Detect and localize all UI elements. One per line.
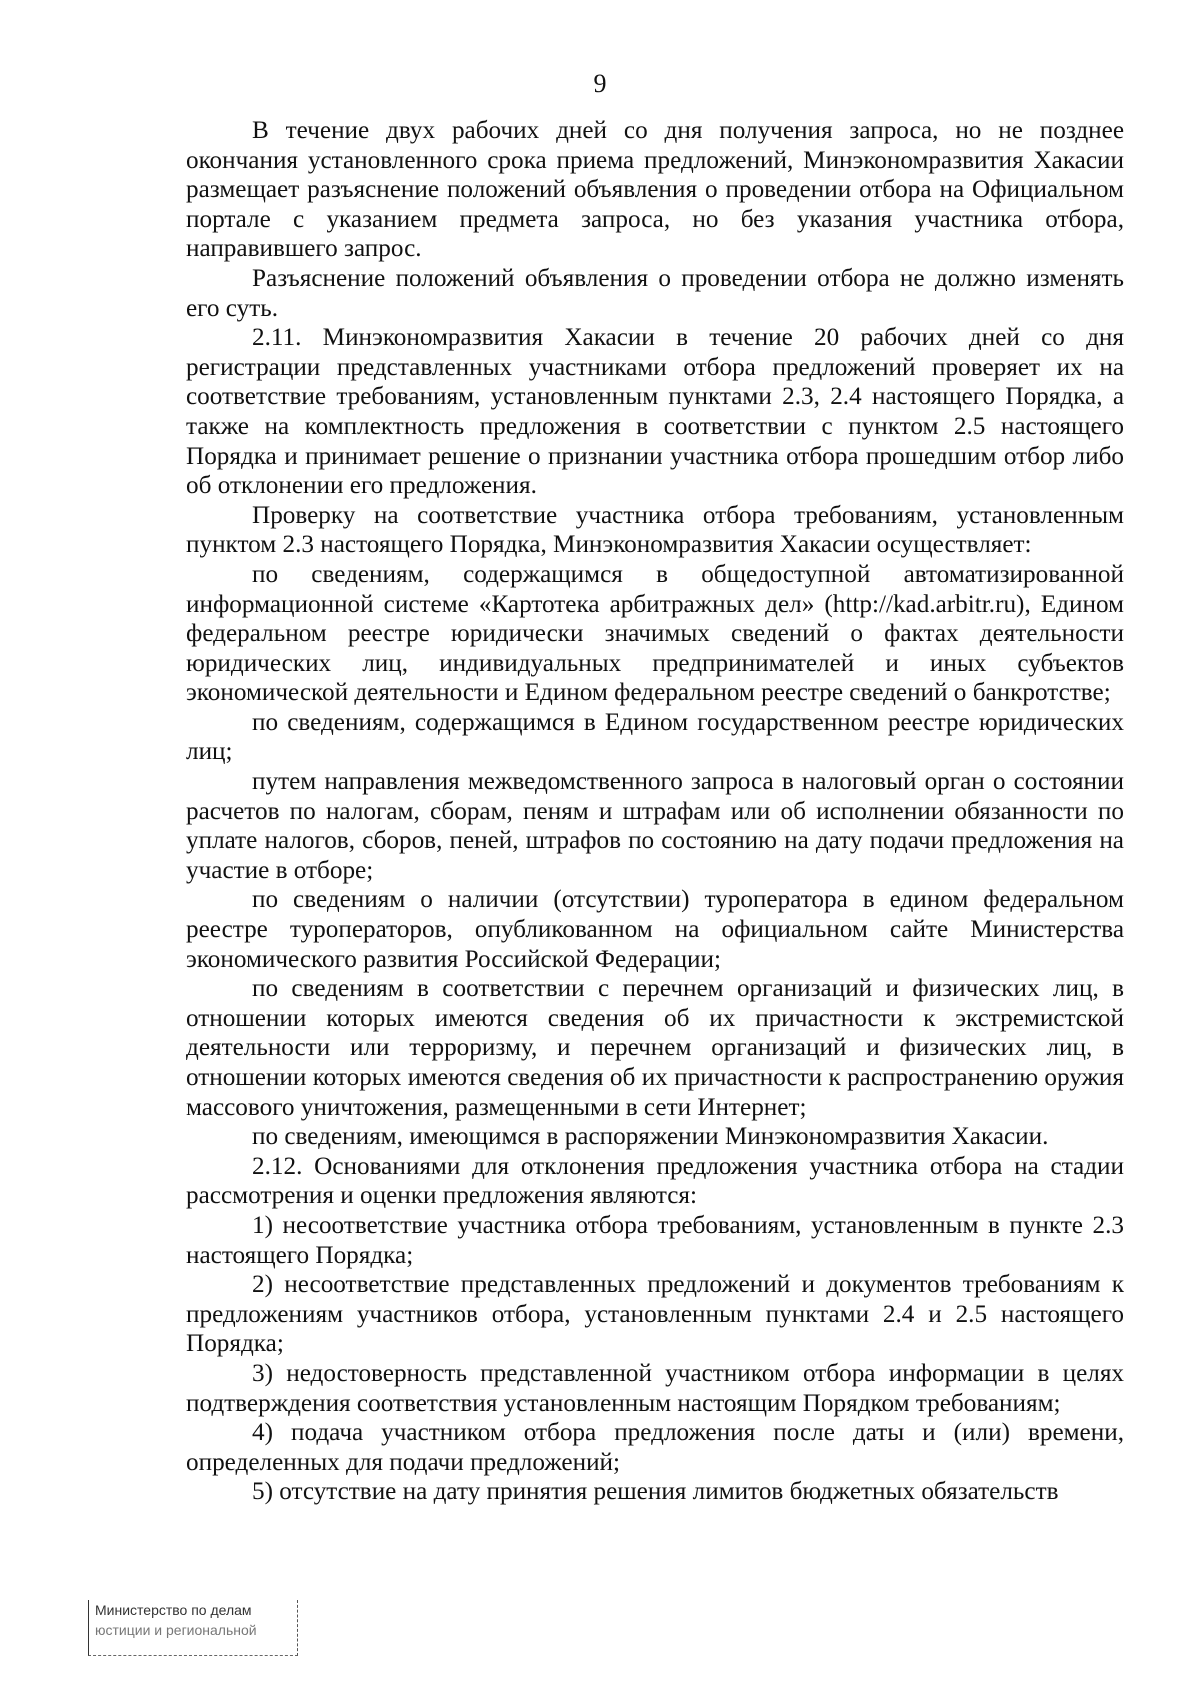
list-item-1: 1) несоответствие участника отбора требованиям, установленным в пункте 2.3 настоящего Порядка;	[186, 1211, 1124, 1269]
paragraph-verification-egrul: по сведениям, содержащимся в Едином государственном реестре юридических лиц;	[186, 708, 1124, 766]
list-item-4: 4) подача участником отбора предложения после даты и (или) времени, определенных для подачи предложений;	[186, 1419, 1124, 1476]
paragraph-verification-intro: Проверку на соответствие участника отбора требованиям, установленным пунктом 2.3 настоящего Порядка, Минэкономразвития Хакасии осуществляет:	[186, 501, 1124, 559]
stamp-line-1: Министерство по делам	[95, 1602, 252, 1618]
paragraph-2-12: 2.12. Основаниями для отклонения предложения участника отбора на стадии рассмотрения и оценки предложения являются:	[186, 1152, 1124, 1210]
document-body	[186, 116, 1124, 1507]
stamp-line-2: юстиции и региональной	[95, 1622, 257, 1638]
paragraph-verification-ministry: по сведениям, имеющимся в распоряжении Минэкономразвития Хакасии.	[252, 1123, 1049, 1151]
registration-stamp	[88, 1600, 298, 1656]
paragraph-verification-tax: путем направления межведомственного запроса в налоговый орган о состоянии расчетов по налогам, сборам, пеням и штрафам или об исполнении обязанности по уплате налогов, сборов, пеней, штрафов по состоянию на дату подачи предложения на участие в отборе;	[186, 768, 1124, 884]
page-number: 9	[593, 69, 607, 98]
paragraph-2-11: 2.11. Минэкономразвития Хакасии в течение 20 рабочих дней со дня регистрации представленных участниками отбора предложений проверяет их на соответствие требованиям, установленным пунктами 2.3, 2.4 настоящего Порядка, а также на комплектность предложения в соответствии с пунктом 2.5 настоящего Порядка и принимает решение о признании участника отбора прошедшим отбор либо об отклонении его предложения.	[186, 324, 1124, 500]
paragraph-clarification-timing: В течение двух рабочих дней со дня получения запроса, но не позднее окончания установленного срока приема предложений, Минэкономразвития Хакасии размещает разъяснение положений объявления о проведении отбора на Официальном портале с указанием предмета запроса, но без указания участника отбора, направившего запрос.	[186, 117, 1124, 263]
list-item-3: 3) недостоверность представленной участником отбора информации в целях подтверждения соответствия установленным настоящим Порядком требованиям;	[186, 1359, 1124, 1417]
paragraph-verification-tour-operators: по сведениям о наличии (отсутствии) туроператора в едином федеральном реестре туроператоров, опубликованном на официальном сайте Министерства экономического развития Российской Федерации;	[186, 886, 1124, 973]
paragraph-verification-extremism: по сведениям в соответствии с перечнем организаций и физических лиц, в отношении которых имеются сведения об их причастности к экстремистской деятельности или терроризму, и перечнем организаций и физических лиц, в отношении которых имеются сведения об их причастности к распространению оружия массового уничтожения, размещенными в сети Интернет;	[186, 975, 1124, 1121]
paragraph-verification-kad: по сведениям, содержащимся в общедоступной автоматизированной информационной системе «Картотека арбитражных дел» (http://kad.arbitr.ru), Едином федеральном реестре юридически значимых сведений о фактах деятельности юридических лиц, индивидуальных предпринимателей и иных субъектов экономической деятельности и Едином федеральном реестре сведений о банкротстве;	[186, 560, 1124, 707]
paragraph-clarification-essence: Разъяснение положений объявления о проведении отбора не должно изменять его суть.	[186, 264, 1124, 322]
list-item-2: 2) несоответствие представленных предложений и документов требованиям к предложениям участников отбора, установленным пунктами 2.4 и 2.5 настоящего Порядка;	[186, 1271, 1124, 1358]
list-item-5: 5) отсутствие на дату принятия решения лимитов бюджетных обязательств	[252, 1478, 1059, 1506]
